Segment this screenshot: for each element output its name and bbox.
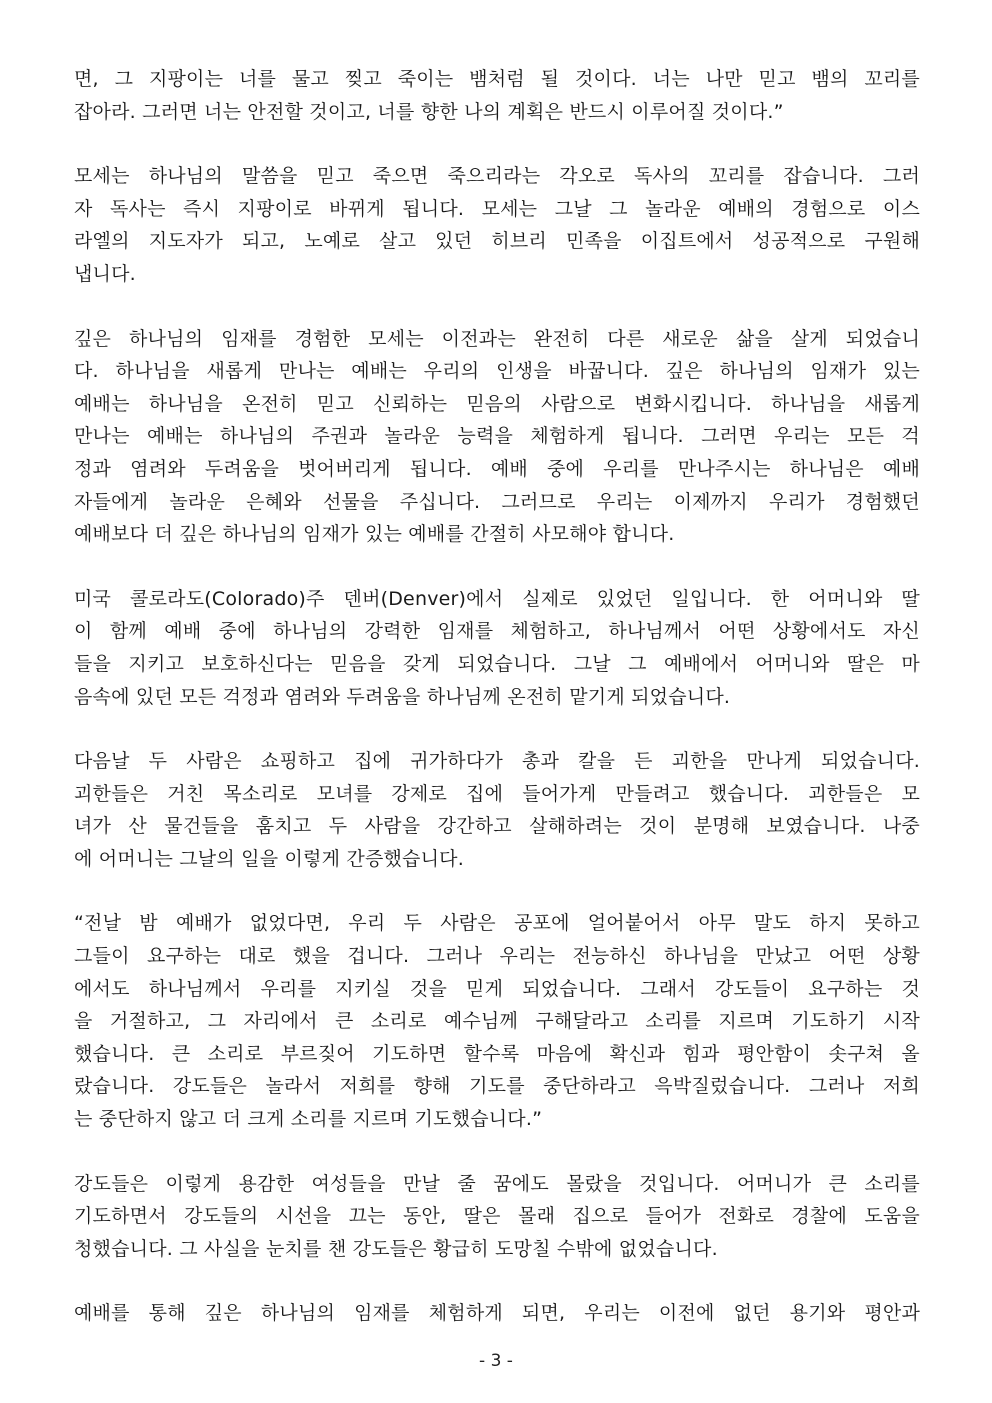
text-line: 에 어머니는 그날의 일을 이렇게 간증했습니다.: [74, 847, 464, 870]
text-line: 이 함께 예배 중에 하나님의 강력한 임재를 체험하고, 하나님께서 어떤 상황에서도 자신: [74, 620, 920, 643]
text-line: 괴한들은 거친 목소리로 모녀를 강제로 집에 들어가게 만들려고 했습니다. 괴한들은 모: [74, 782, 920, 805]
paragraph: [74, 1168, 920, 1266]
text-line: 강도들은 이렇게 용감한 여성들을 만날 줄 꿈에도 몰랐을 것입니다. 어머니가 큰 소리를: [74, 1172, 920, 1195]
text-line: 만나는 예배는 하나님의 주권과 놀라운 능력을 체험하게 됩니다. 그러면 우리는 모든 걱: [74, 425, 920, 448]
paragraph: [74, 1297, 920, 1330]
text-line: 에서도 하나님께서 우리를 지키실 것을 믿게 되었습니다. 그래서 강도들이 요구하는 것: [74, 977, 920, 1000]
text-line: 다음날 두 사람은 쇼핑하고 집에 귀가하다가 총과 칼을 든 괴한을 만나게 되었습니다.: [74, 750, 920, 773]
text-line: 모세는 하나님의 말씀을 믿고 죽으면 죽으리라는 각오로 독사의 꼬리를 잡습니다. 그러: [74, 165, 920, 188]
text-line: 청했습니다. 그 사실을 눈치를 챈 강도들은 황급히 도망칠 수밖에 없었습니다.: [74, 1237, 718, 1260]
text-line: 깊은 하나님의 임재를 경험한 모세는 이전과는 완전히 다른 새로운 삶을 살게 되었습니: [74, 327, 920, 350]
text-line: 들을 지키고 보호하신다는 믿음을 갖게 되었습니다. 그날 그 예배에서 어머니와 딸은 마: [74, 652, 920, 675]
paragraph: [74, 907, 920, 1135]
text-line: 예배를 통해 깊은 하나님의 임재를 체험하게 되면, 우리는 이전에 없던 용기와 평안과: [74, 1302, 920, 1325]
text-line: 자들에게 놀라운 은혜와 선물을 주십니다. 그러므로 우리는 이제까지 우리가 경험했던: [74, 490, 920, 513]
text-line: 했습니다. 큰 소리로 부르짖어 기도하면 할수록 마음에 확신과 힘과 평안함이 솟구쳐 올: [74, 1042, 920, 1065]
paragraph: [74, 583, 920, 713]
paragraph: [74, 160, 920, 290]
text-line: 미국 콜로라도(Colorado)주 덴버(Denver)에서 실제로 있었던 일입니다. 한 어머니와 딸: [74, 587, 920, 610]
paragraph: [74, 323, 920, 551]
text-line: 을 거절하고, 그 자리에서 큰 소리로 예수님께 구해달라고 소리를 지르며 기도하기 시작: [74, 1010, 920, 1033]
text-line: 예배보다 더 깊은 하나님의 임재가 있는 예배를 간절히 사모해야 합니다.: [74, 523, 675, 546]
text-line: 자 독사는 즉시 지팡이로 바뀌게 됩니다. 모세는 그날 그 놀라운 예배의 경험으로 이스: [74, 197, 920, 220]
text-line: “전날 밤 예배가 없었다면, 우리 두 사람은 공포에 얼어붙어서 아무 말도 하지 못하고: [74, 912, 920, 935]
text-line: 그들이 요구하는 대로 했을 겁니다. 그러나 우리는 전능하신 하나님을 만났고 어떤 상황: [74, 945, 920, 968]
text-line: 정과 염려와 두려움을 벗어버리게 됩니다. 예배 중에 우리를 만나주시는 하나님은 예배: [74, 457, 920, 480]
paragraph: [74, 63, 920, 128]
text-line: 잡아라. 그러면 너는 안전할 것이고, 너를 향한 나의 계획은 반드시 이루어질 것이다.”: [74, 100, 784, 123]
text-line: 예배는 하나님을 온전히 믿고 신뢰하는 믿음의 사람으로 변화시킵니다. 하나님을 새롭게: [74, 392, 920, 415]
text-line: 라엘의 지도자가 되고, 노예로 살고 있던 히브리 민족을 이집트에서 성공적으로 구원해: [74, 230, 920, 253]
text-line: 는 중단하지 않고 더 크게 소리를 지르며 기도했습니다.”: [74, 1108, 543, 1131]
text-line: 음속에 있던 모든 걱정과 염려와 두려움을 하나님께 온전히 맡기게 되었습니다.: [74, 685, 731, 708]
page-number: - 3 -: [479, 1351, 513, 1371]
text-line: 냅니다.: [74, 262, 136, 285]
text-line: 랐습니다. 강도들은 놀라서 저희를 향해 기도를 중단하라고 윽박질렀습니다. 그러나 저희: [74, 1075, 920, 1098]
text-line: 녀가 산 물건들을 훔치고 두 사람을 강간하고 살해하려는 것이 분명해 보였습니다. 나중: [74, 815, 920, 838]
paragraph: [74, 745, 920, 875]
text-line: 기도하면서 강도들의 시선을 끄는 동안, 딸은 몰래 집으로 들어가 전화로 경찰에 도움을: [74, 1205, 920, 1228]
document-body: [74, 63, 920, 1362]
text-line: 면, 그 지팡이는 너를 물고 찢고 죽이는 뱀처럼 될 것이다. 너는 나만 믿고 뱀의 꼬리를: [74, 68, 920, 90]
text-line: 다. 하나님을 새롭게 만나는 예배는 우리의 인생을 바꿉니다. 깊은 하나님의 임재가 있는: [74, 360, 920, 383]
